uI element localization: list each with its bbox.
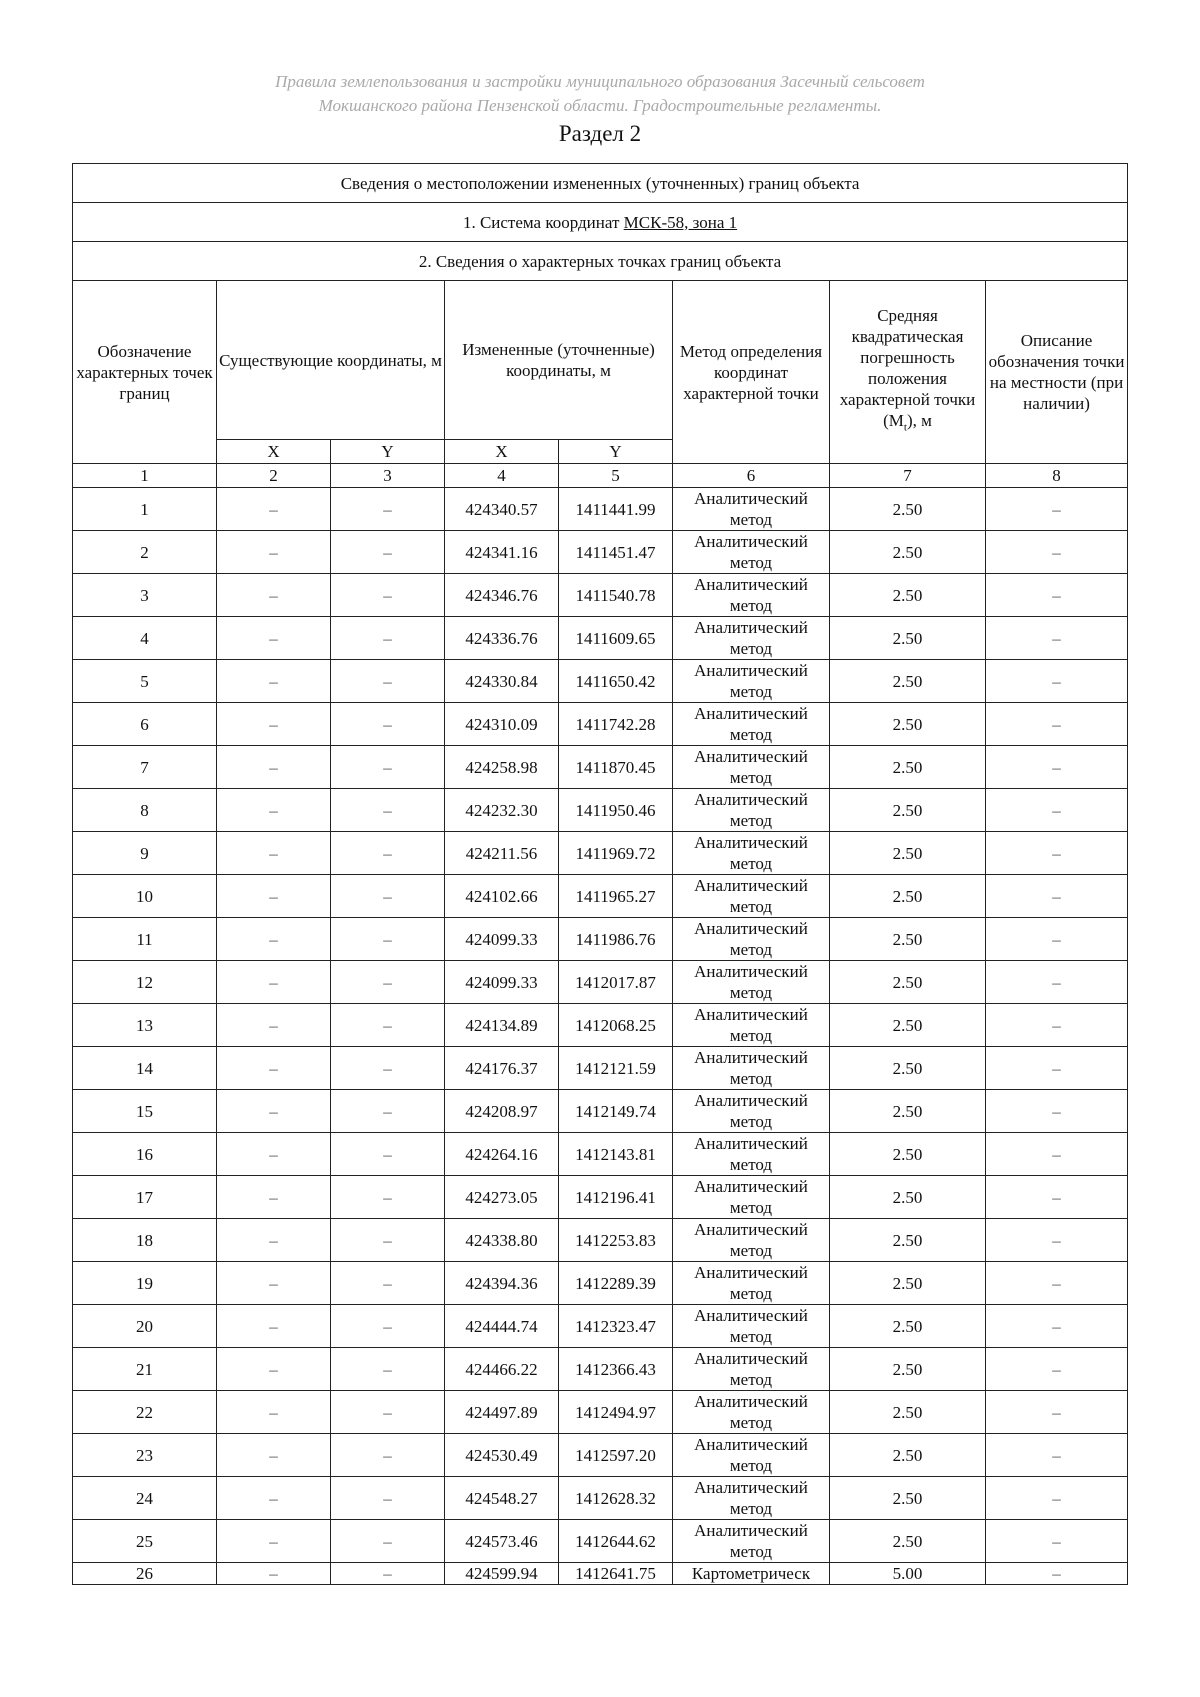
header-note-line2: Мокшанского района Пензенской области. Градостроительные регламенты. bbox=[318, 96, 882, 115]
cell-changed-y: 1412289.39 bbox=[559, 1262, 673, 1305]
cell-mean-error: 2.50 bbox=[830, 1305, 986, 1348]
cell-existing-y: – bbox=[331, 660, 445, 703]
table-caption: Сведения о местоположении измененных (уточненных) границ объекта bbox=[73, 164, 1128, 203]
cell-method: Аналитический метод bbox=[673, 746, 830, 789]
cell-point-number: 22 bbox=[73, 1391, 217, 1434]
cell-changed-x: 424336.76 bbox=[445, 617, 559, 660]
cell-changed-y: 1411986.76 bbox=[559, 918, 673, 961]
cell-changed-x: 424232.30 bbox=[445, 789, 559, 832]
cell-method: Аналитический метод bbox=[673, 1133, 830, 1176]
cell-changed-x: 424208.97 bbox=[445, 1090, 559, 1133]
cell-point-number: 10 bbox=[73, 875, 217, 918]
cell-changed-x: 424211.56 bbox=[445, 832, 559, 875]
header-changed-x: X bbox=[445, 440, 559, 464]
cell-existing-y: – bbox=[331, 531, 445, 574]
cell-mean-error: 2.50 bbox=[830, 1047, 986, 1090]
cell-changed-x: 424330.84 bbox=[445, 660, 559, 703]
cell-changed-y: 1411965.27 bbox=[559, 875, 673, 918]
cell-mean-error: 2.50 bbox=[830, 1477, 986, 1520]
cell-point-number: 18 bbox=[73, 1219, 217, 1262]
cell-existing-x: – bbox=[217, 1090, 331, 1133]
cell-existing-x: – bbox=[217, 1262, 331, 1305]
cell-point-number: 9 bbox=[73, 832, 217, 875]
header-method: Метод определения координат характерной точки bbox=[673, 281, 830, 464]
cell-existing-y: – bbox=[331, 1520, 445, 1563]
table-row bbox=[73, 574, 1128, 617]
cell-existing-x: – bbox=[217, 1434, 331, 1477]
cell-changed-x: 424102.66 bbox=[445, 875, 559, 918]
column-number: 4 bbox=[445, 464, 559, 488]
cell-description: – bbox=[986, 1434, 1128, 1477]
cell-changed-y: 1412628.32 bbox=[559, 1477, 673, 1520]
header-mean-error: Средняя квадратическая погрешность положения характерной точки $(M_t)$, м bbox=[830, 281, 986, 464]
cell-description: – bbox=[986, 1305, 1128, 1348]
cell-method: Аналитический метод bbox=[673, 1090, 830, 1133]
cell-changed-x: 424530.49 bbox=[445, 1434, 559, 1477]
table-row bbox=[73, 1133, 1128, 1176]
cell-changed-y: 1412253.83 bbox=[559, 1219, 673, 1262]
cell-method: Аналитический метод bbox=[673, 1219, 830, 1262]
cell-mean-error: 2.50 bbox=[830, 1176, 986, 1219]
cell-changed-y: 1411650.42 bbox=[559, 660, 673, 703]
table-row bbox=[73, 918, 1128, 961]
cell-existing-x: – bbox=[217, 1305, 331, 1348]
cell-existing-x: – bbox=[217, 918, 331, 961]
cell-mean-error: 2.50 bbox=[830, 1004, 986, 1047]
cell-method: Аналитический метод bbox=[673, 1434, 830, 1477]
header-note-line1: Правила землепользования и застройки муниципального образования Засечный сельсовет bbox=[275, 72, 925, 91]
cell-method: Аналитический метод bbox=[673, 789, 830, 832]
cell-existing-x: – bbox=[217, 617, 331, 660]
cell-existing-x: – bbox=[217, 1176, 331, 1219]
cell-existing-y: – bbox=[331, 488, 445, 531]
cell-method: Аналитический метод bbox=[673, 832, 830, 875]
cell-changed-y: 1412323.47 bbox=[559, 1305, 673, 1348]
cell-existing-y: – bbox=[331, 1090, 445, 1133]
cell-existing-x: – bbox=[217, 531, 331, 574]
cell-existing-x: – bbox=[217, 488, 331, 531]
cell-existing-x: – bbox=[217, 1348, 331, 1391]
cell-changed-x: 424264.16 bbox=[445, 1133, 559, 1176]
cell-description: – bbox=[986, 1047, 1128, 1090]
table-row bbox=[73, 703, 1128, 746]
header-point-designation: Обозначение характерных точек границ bbox=[73, 281, 217, 464]
table-row bbox=[73, 832, 1128, 875]
cell-method: Аналитический метод bbox=[673, 918, 830, 961]
cell-description: – bbox=[986, 746, 1128, 789]
cell-existing-y: – bbox=[331, 1176, 445, 1219]
cell-description: – bbox=[986, 1348, 1128, 1391]
cell-existing-y: – bbox=[331, 1219, 445, 1262]
cell-description: – bbox=[986, 1262, 1128, 1305]
cell-existing-x: – bbox=[217, 660, 331, 703]
cell-changed-x: 424099.33 bbox=[445, 918, 559, 961]
table-row bbox=[73, 1434, 1128, 1477]
cell-changed-y: 1412149.74 bbox=[559, 1090, 673, 1133]
cell-changed-x: 424599.94 bbox=[445, 1563, 559, 1585]
cell-existing-x: – bbox=[217, 1520, 331, 1563]
cell-existing-x: – bbox=[217, 789, 331, 832]
cell-changed-x: 424497.89 bbox=[445, 1391, 559, 1434]
table-row bbox=[73, 789, 1128, 832]
cell-method: Аналитический метод bbox=[673, 1176, 830, 1219]
cell-existing-x: – bbox=[217, 1219, 331, 1262]
cell-changed-x: 424273.05 bbox=[445, 1176, 559, 1219]
column-number: 2 bbox=[217, 464, 331, 488]
coordinate-system-label: 1. Система координат bbox=[462, 212, 624, 232]
cell-mean-error: 2.50 bbox=[830, 574, 986, 617]
cell-existing-y: – bbox=[331, 1004, 445, 1047]
cell-mean-error: 2.50 bbox=[830, 1348, 986, 1391]
cell-description: – bbox=[986, 574, 1128, 617]
cell-point-number: 17 bbox=[73, 1176, 217, 1219]
cell-existing-y: – bbox=[331, 1047, 445, 1090]
cell-description: – bbox=[986, 1563, 1128, 1585]
header-existing-y: Y bbox=[331, 440, 445, 464]
cell-changed-y: 1412597.20 bbox=[559, 1434, 673, 1477]
cell-existing-y: – bbox=[331, 832, 445, 875]
cell-changed-x: 424548.27 bbox=[445, 1477, 559, 1520]
section-title: Раздел 2 bbox=[558, 121, 642, 146]
cell-changed-x: 424573.46 bbox=[445, 1520, 559, 1563]
cell-existing-y: – bbox=[331, 1563, 445, 1585]
cell-point-number: 26 bbox=[73, 1563, 217, 1585]
cell-method: Аналитический метод bbox=[673, 1477, 830, 1520]
cell-changed-x: 424394.36 bbox=[445, 1262, 559, 1305]
cell-method: Аналитический метод bbox=[673, 531, 830, 574]
cell-existing-x: – bbox=[217, 574, 331, 617]
cell-point-number: 2 bbox=[73, 531, 217, 574]
coordinate-system-line bbox=[73, 203, 1128, 242]
cell-method: Аналитический метод bbox=[673, 617, 830, 660]
cell-existing-y: – bbox=[331, 789, 445, 832]
cell-point-number: 19 bbox=[73, 1262, 217, 1305]
cell-existing-x: – bbox=[217, 961, 331, 1004]
cell-point-number: 4 bbox=[73, 617, 217, 660]
cell-description: – bbox=[986, 617, 1128, 660]
column-number: 3 bbox=[331, 464, 445, 488]
cell-point-number: 16 bbox=[73, 1133, 217, 1176]
cell-description: – bbox=[986, 1391, 1128, 1434]
header-changed-coordinates: Измененные (уточненные) координаты, м bbox=[445, 281, 673, 440]
cell-mean-error: 2.50 bbox=[830, 660, 986, 703]
cell-description: – bbox=[986, 531, 1128, 574]
cell-changed-y: 1412017.87 bbox=[559, 961, 673, 1004]
cell-changed-x: 424176.37 bbox=[445, 1047, 559, 1090]
cell-changed-x: 424310.09 bbox=[445, 703, 559, 746]
cell-mean-error: 2.50 bbox=[830, 832, 986, 875]
column-number: 1 bbox=[73, 464, 217, 488]
cell-mean-error: 2.50 bbox=[830, 1434, 986, 1477]
header-description: Описание обозначения точки на местности (при наличии) bbox=[986, 281, 1128, 464]
cell-point-number: 6 bbox=[73, 703, 217, 746]
header-existing-coordinates: Существующие координаты, м bbox=[217, 281, 445, 440]
cell-description: – bbox=[986, 1133, 1128, 1176]
cell-existing-x: – bbox=[217, 1563, 331, 1585]
cell-changed-x: 424346.76 bbox=[445, 574, 559, 617]
table-row bbox=[73, 1090, 1128, 1133]
cell-existing-x: – bbox=[217, 832, 331, 875]
cell-description: – bbox=[986, 918, 1128, 961]
cell-changed-x: 424466.22 bbox=[445, 1348, 559, 1391]
cell-existing-y: – bbox=[331, 1348, 445, 1391]
cell-existing-y: – bbox=[331, 918, 445, 961]
cell-description: – bbox=[986, 789, 1128, 832]
cell-changed-y: 1411609.65 bbox=[559, 617, 673, 660]
cell-existing-x: – bbox=[217, 746, 331, 789]
cell-existing-y: – bbox=[331, 1477, 445, 1520]
table-row bbox=[73, 1563, 1128, 1585]
cell-changed-y: 1412196.41 bbox=[559, 1176, 673, 1219]
cell-changed-y: 1412366.43 bbox=[559, 1348, 673, 1391]
table-row bbox=[73, 746, 1128, 789]
cell-existing-y: – bbox=[331, 1434, 445, 1477]
table-row bbox=[73, 1047, 1128, 1090]
cell-method: Аналитический метод bbox=[673, 1262, 830, 1305]
cell-changed-y: 1411441.99 bbox=[559, 488, 673, 531]
cell-point-number: 14 bbox=[73, 1047, 217, 1090]
cell-changed-y: 1411870.45 bbox=[559, 746, 673, 789]
cell-existing-y: – bbox=[331, 746, 445, 789]
cell-existing-x: – bbox=[217, 1133, 331, 1176]
column-number: 8 bbox=[986, 464, 1128, 488]
cell-point-number: 24 bbox=[73, 1477, 217, 1520]
table-row bbox=[73, 617, 1128, 660]
cell-changed-x: 424258.98 bbox=[445, 746, 559, 789]
cell-existing-x: – bbox=[217, 1477, 331, 1520]
cell-changed-x: 424134.89 bbox=[445, 1004, 559, 1047]
cell-description: – bbox=[986, 832, 1128, 875]
cell-point-number: 11 bbox=[73, 918, 217, 961]
cell-changed-y: 1412641.75 bbox=[559, 1563, 673, 1585]
cell-method: Аналитический метод bbox=[673, 574, 830, 617]
cell-method: Аналитический метод bbox=[673, 961, 830, 1004]
cell-mean-error: 2.50 bbox=[830, 1219, 986, 1262]
cell-method: Аналитический метод bbox=[673, 1520, 830, 1563]
cell-changed-y: 1412121.59 bbox=[559, 1047, 673, 1090]
cell-changed-x: 424340.57 bbox=[445, 488, 559, 531]
cell-description: – bbox=[986, 1477, 1128, 1520]
cell-point-number: 12 bbox=[73, 961, 217, 1004]
cell-existing-y: – bbox=[331, 1262, 445, 1305]
cell-changed-y: 1411540.78 bbox=[559, 574, 673, 617]
cell-method: Аналитический метод bbox=[673, 1391, 830, 1434]
cell-mean-error: 2.50 bbox=[830, 875, 986, 918]
cell-mean-error: 2.50 bbox=[830, 1391, 986, 1434]
cell-description: – bbox=[986, 875, 1128, 918]
cell-existing-x: – bbox=[217, 1391, 331, 1434]
cell-point-number: 15 bbox=[73, 1090, 217, 1133]
cell-mean-error: 2.50 bbox=[830, 1262, 986, 1305]
cell-description: – bbox=[986, 488, 1128, 531]
header-changed-y: Y bbox=[559, 440, 673, 464]
table-row bbox=[73, 875, 1128, 918]
cell-changed-y: 1412644.62 bbox=[559, 1520, 673, 1563]
cell-changed-x: 424341.16 bbox=[445, 531, 559, 574]
column-number: 6 bbox=[673, 464, 830, 488]
cell-changed-y: 1411742.28 bbox=[559, 703, 673, 746]
cell-description: – bbox=[986, 961, 1128, 1004]
cell-existing-x: – bbox=[217, 1004, 331, 1047]
cell-mean-error: 2.50 bbox=[830, 703, 986, 746]
cell-point-number: 7 bbox=[73, 746, 217, 789]
cell-changed-y: 1412143.81 bbox=[559, 1133, 673, 1176]
table-row bbox=[73, 961, 1128, 1004]
cell-existing-y: – bbox=[331, 961, 445, 1004]
cell-method: Аналитический метод bbox=[673, 488, 830, 531]
cell-mean-error: 2.50 bbox=[830, 531, 986, 574]
cell-method: Картометрическ bbox=[673, 1563, 830, 1585]
table-row bbox=[73, 1477, 1128, 1520]
cell-description: – bbox=[986, 1176, 1128, 1219]
cell-existing-y: – bbox=[331, 617, 445, 660]
column-number: 5 bbox=[559, 464, 673, 488]
cell-description: – bbox=[986, 1520, 1128, 1563]
table-row bbox=[73, 1004, 1128, 1047]
table-row bbox=[73, 531, 1128, 574]
cell-mean-error: 2.50 bbox=[830, 1090, 986, 1133]
cell-changed-y: 1411969.72 bbox=[559, 832, 673, 875]
cell-method: Аналитический метод bbox=[673, 660, 830, 703]
cell-existing-y: – bbox=[331, 574, 445, 617]
table-row bbox=[73, 660, 1128, 703]
cell-mean-error: 2.50 bbox=[830, 789, 986, 832]
cell-method: Аналитический метод bbox=[673, 1004, 830, 1047]
cell-existing-y: – bbox=[331, 875, 445, 918]
cell-description: – bbox=[986, 660, 1128, 703]
table-row bbox=[73, 1176, 1128, 1219]
cell-changed-x: 424338.80 bbox=[445, 1219, 559, 1262]
table-row bbox=[73, 1219, 1128, 1262]
cell-changed-y: 1412068.25 bbox=[559, 1004, 673, 1047]
header-existing-x: X bbox=[217, 440, 331, 464]
cell-existing-y: – bbox=[331, 1133, 445, 1176]
coordinate-system-value: МСК-58, зона 1 bbox=[623, 212, 738, 232]
cell-existing-x: – bbox=[217, 703, 331, 746]
cell-changed-x: 424099.33 bbox=[445, 961, 559, 1004]
cell-changed-y: 1411950.46 bbox=[559, 789, 673, 832]
cell-existing-y: – bbox=[331, 703, 445, 746]
cell-mean-error: 2.50 bbox=[830, 746, 986, 789]
column-number-row bbox=[73, 464, 1128, 488]
cell-mean-error: 5.00 bbox=[830, 1563, 986, 1585]
cell-mean-error: 2.50 bbox=[830, 488, 986, 531]
table-row bbox=[73, 1305, 1128, 1348]
cell-method: Аналитический метод bbox=[673, 875, 830, 918]
cell-point-number: 21 bbox=[73, 1348, 217, 1391]
cell-changed-y: 1412494.97 bbox=[559, 1391, 673, 1434]
cell-mean-error: 2.50 bbox=[830, 961, 986, 1004]
table-row bbox=[73, 488, 1128, 531]
cell-description: – bbox=[986, 1004, 1128, 1047]
cell-mean-error: 2.50 bbox=[830, 918, 986, 961]
cell-existing-x: – bbox=[217, 875, 331, 918]
cell-method: Аналитический метод bbox=[673, 1305, 830, 1348]
cell-description: – bbox=[986, 703, 1128, 746]
cell-method: Аналитический метод bbox=[673, 1047, 830, 1090]
cell-changed-x: 424444.74 bbox=[445, 1305, 559, 1348]
table-row bbox=[73, 1520, 1128, 1563]
cell-point-number: 20 bbox=[73, 1305, 217, 1348]
table-row bbox=[73, 1262, 1128, 1305]
cell-point-number: 5 bbox=[73, 660, 217, 703]
cell-mean-error: 2.50 bbox=[830, 1133, 986, 1176]
cell-description: – bbox=[986, 1219, 1128, 1262]
cell-point-number: 8 bbox=[73, 789, 217, 832]
cell-existing-y: – bbox=[331, 1305, 445, 1348]
cell-method: Аналитический метод bbox=[673, 1348, 830, 1391]
document-header-note bbox=[0, 70, 1200, 118]
cell-method: Аналитический метод bbox=[673, 703, 830, 746]
cell-existing-x: – bbox=[217, 1047, 331, 1090]
column-number: 7 bbox=[830, 464, 986, 488]
table-row bbox=[73, 1348, 1128, 1391]
cell-changed-y: 1411451.47 bbox=[559, 531, 673, 574]
points-section-title: 2. Сведения о характерных точках границ объекта bbox=[73, 242, 1128, 281]
cell-point-number: 25 bbox=[73, 1520, 217, 1563]
table-row bbox=[73, 1391, 1128, 1434]
cell-point-number: 23 bbox=[73, 1434, 217, 1477]
boundary-points-table bbox=[72, 163, 1128, 1585]
cell-existing-y: – bbox=[331, 1391, 445, 1434]
cell-mean-error: 2.50 bbox=[830, 1520, 986, 1563]
cell-mean-error: 2.50 bbox=[830, 617, 986, 660]
cell-point-number: 1 bbox=[73, 488, 217, 531]
cell-description: – bbox=[986, 1090, 1128, 1133]
cell-point-number: 13 bbox=[73, 1004, 217, 1047]
cell-point-number: 3 bbox=[73, 574, 217, 617]
